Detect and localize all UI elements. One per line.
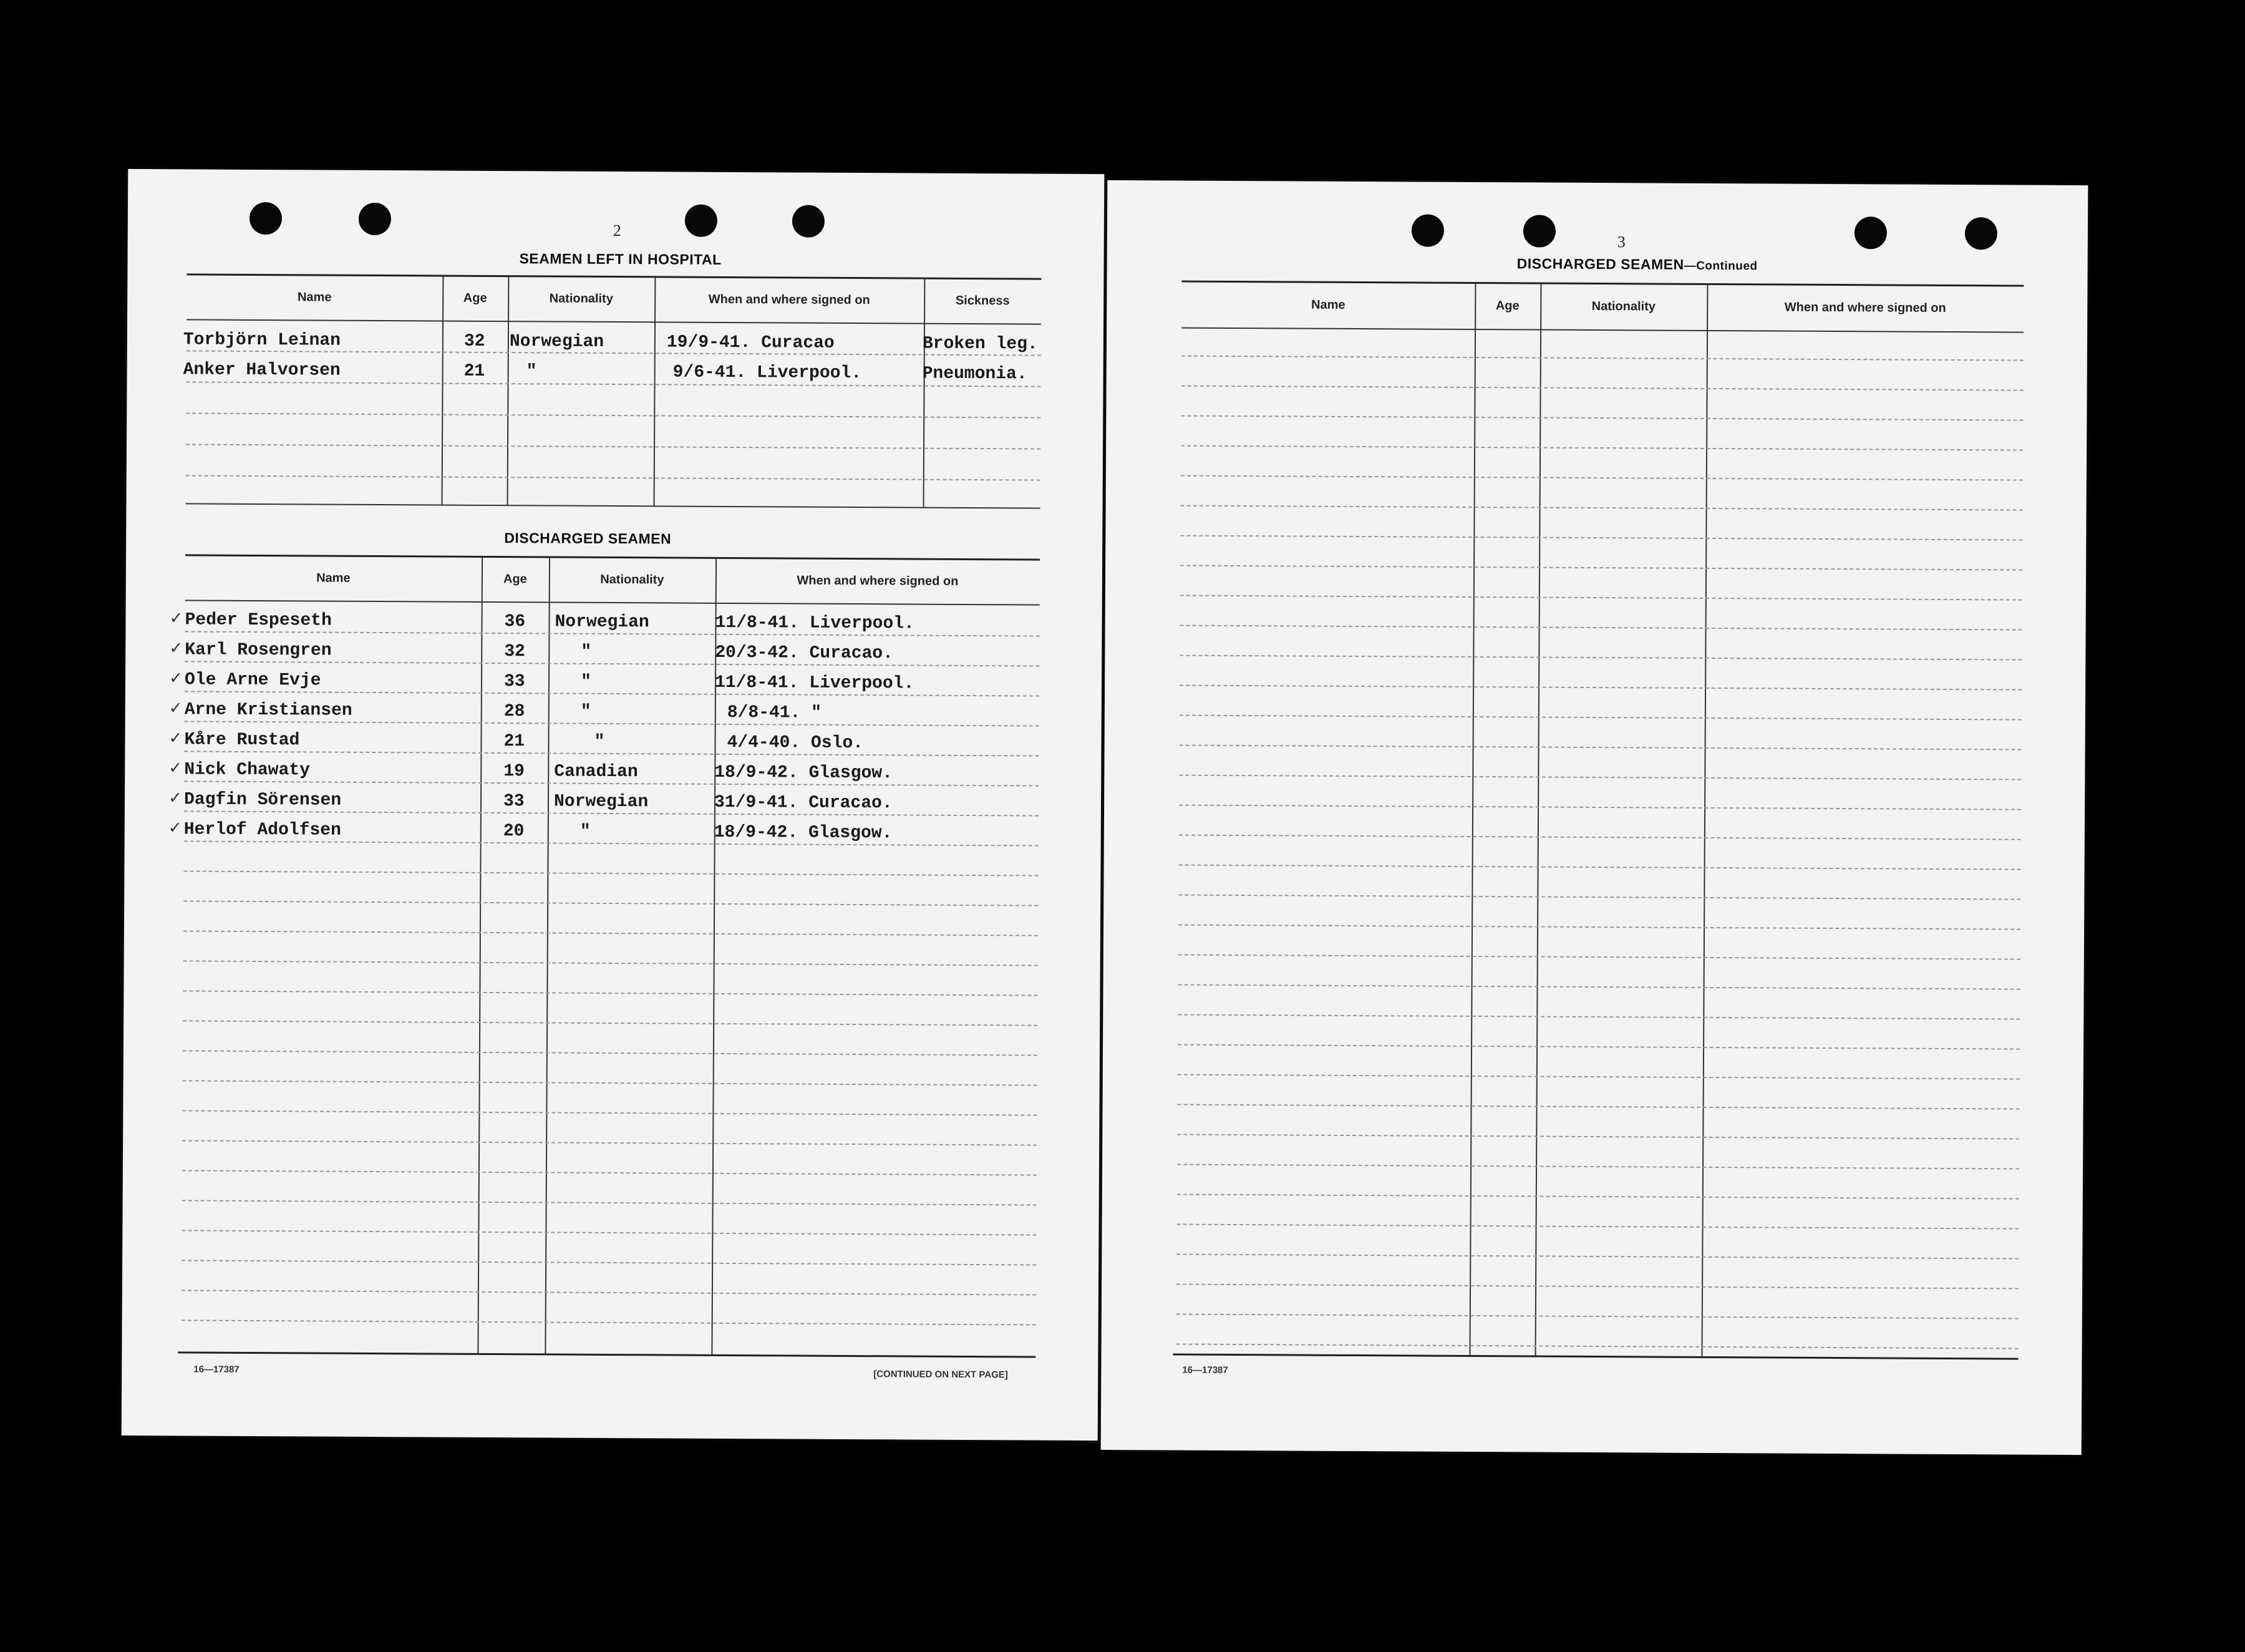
row-line [1178, 895, 2020, 900]
row-line [183, 900, 1038, 906]
row-line [1179, 865, 2021, 870]
row-line [185, 661, 1039, 666]
row-line [184, 751, 1039, 756]
seaman-nationality: Norwegian [553, 792, 649, 812]
column-header-sickness: Sickness [955, 293, 1010, 308]
row-line [183, 930, 1038, 936]
punch-hole [1523, 215, 1556, 247]
column-header-signed-on: When and where signed on [1784, 300, 1946, 315]
page-title-main: DISCHARGED SEAMEN [1516, 255, 1684, 273]
table-rule [1173, 1353, 2018, 1359]
seaman-name: Ole Arne Evje [184, 670, 321, 691]
column-header-nationality: Nationality [600, 572, 664, 587]
column-header-nationality: Nationality [549, 291, 613, 306]
check-mark-icon: ✓ [168, 819, 182, 838]
seaman-name: Dagfin Sörensen [183, 790, 342, 810]
row-line [186, 475, 1040, 480]
row-line [1180, 565, 2022, 571]
seaman-signed-on: 19/9-41. Curacao [666, 333, 835, 353]
check-mark-icon: ✓ [168, 759, 183, 778]
seaman-name: Arne Kristiansen [184, 700, 352, 721]
punch-hole [1855, 216, 1887, 249]
check-mark-icon: ✓ [169, 609, 183, 628]
seaman-age: 32 [504, 642, 525, 662]
punch-hole [1965, 217, 1997, 250]
column-divider [654, 278, 656, 505]
seaman-name: Peder Espeseth [185, 610, 332, 631]
row-line [185, 721, 1039, 726]
seaman-signed-on: 18/9-42. Glasgow. [714, 822, 893, 843]
seaman-age: 33 [503, 792, 525, 812]
check-mark-icon: ✓ [168, 669, 183, 688]
seaman-nationality: " [594, 732, 605, 752]
row-line [1180, 685, 2022, 691]
check-mark-icon: ✓ [169, 639, 183, 658]
punch-hole [792, 205, 825, 237]
seaman-name: Kåre Rustad [184, 730, 300, 751]
row-line [187, 381, 1041, 387]
seaman-name: Nick Chawaty [184, 760, 311, 780]
row-line [1178, 1074, 2020, 1080]
row-line [1180, 595, 2022, 601]
punch-hole [250, 202, 282, 235]
row-line [182, 1230, 1036, 1235]
row-line [182, 1110, 1037, 1115]
seaman-sickness: Pneumonia. [922, 364, 1027, 384]
row-line [1181, 505, 2023, 511]
seaman-age: 21 [503, 732, 525, 752]
seaman-sickness: Broken leg. [922, 334, 1038, 354]
right-page [1101, 180, 2088, 1455]
row-line [1176, 1314, 2019, 1319]
seaman-age: 21 [463, 361, 485, 381]
row-line [186, 412, 1040, 418]
row-line [182, 1140, 1037, 1145]
row-line [186, 444, 1040, 449]
table-rule [186, 503, 1040, 508]
table-rule [1181, 281, 2024, 287]
column-header-age: Age [1495, 299, 1520, 313]
seaman-name: Torbjörn Leinan [183, 330, 341, 351]
seaman-name: Anker Halvorsen [183, 360, 341, 381]
seaman-age: 33 [503, 672, 525, 692]
row-line [1177, 1224, 2019, 1230]
seaman-signed-on: 11/8-41. Liverpool. [715, 613, 914, 634]
row-line [1180, 745, 2022, 751]
row-line [1179, 775, 2021, 780]
seaman-signed-on: 8/8-41. " [727, 702, 822, 723]
column-divider [545, 558, 550, 1353]
seaman-signed-on: 31/9-41. Curacao. [714, 792, 893, 814]
row-line [183, 1080, 1037, 1086]
column-divider [442, 277, 444, 505]
column-header-name: Name [316, 571, 351, 585]
row-line [182, 1290, 1036, 1295]
row-line [1178, 925, 2020, 930]
seaman-age: 28 [503, 702, 525, 722]
page-title [1475, 255, 1800, 274]
seaman-nationality: " [526, 362, 537, 382]
row-line [1179, 805, 2021, 810]
row-line [1178, 984, 2020, 990]
row-line [1181, 445, 2023, 451]
row-line [183, 990, 1037, 996]
row-line [1180, 715, 2022, 721]
row-line [1181, 356, 2024, 361]
check-mark-icon: ✓ [168, 789, 182, 808]
ruled-lines [128, 169, 1104, 174]
page-number: 2 [613, 221, 621, 240]
row-line [1177, 1194, 2019, 1200]
row-line [182, 1170, 1037, 1175]
table-rule [187, 319, 1041, 324]
hospital-section-title: SEAMEN LEFT IN HOSPITAL [519, 250, 722, 268]
row-line [184, 840, 1039, 846]
seaman-signed-on: 18/9-42. Glasgow. [714, 762, 893, 784]
punch-hole [685, 205, 717, 237]
column-header-signed-on: When and where signed on [797, 573, 959, 588]
seaman-name: Herlof Adolfsen [183, 820, 341, 840]
check-mark-icon: ✓ [168, 699, 183, 718]
row-line [183, 870, 1038, 876]
discharged-section-title: DISCHARGED SEAMEN [504, 530, 672, 547]
seaman-signed-on: 4/4-40. Oslo. [727, 732, 864, 754]
table-rule [185, 600, 1040, 605]
seaman-signed-on: 11/8-41. Liverpool. [714, 673, 914, 694]
column-header-signed-on: When and where signed on [708, 292, 870, 308]
ruled-lines [1107, 180, 2088, 185]
row-line [1177, 1134, 2019, 1140]
row-line [1178, 1044, 2020, 1050]
row-line [1177, 1164, 2019, 1170]
row-line [1178, 1104, 2020, 1110]
column-divider [477, 558, 483, 1353]
row-line [1180, 625, 2022, 631]
form-number: 16—17387 [1182, 1364, 1228, 1376]
seaman-signed-on: 9/6-41. Liverpool. [672, 362, 862, 384]
seaman-age: 36 [504, 612, 526, 632]
row-line [183, 1020, 1037, 1026]
row-line [1178, 955, 2020, 960]
row-line [1180, 655, 2022, 661]
seaman-age: 19 [503, 762, 525, 782]
seaman-signed-on: 20/3-42. Curacao. [715, 643, 894, 664]
row-line [1181, 415, 2023, 421]
column-header-age: Age [463, 291, 487, 305]
row-line [1178, 1014, 2020, 1020]
table-rule [178, 1351, 1035, 1358]
row-line [1176, 1344, 2019, 1349]
row-line [182, 1260, 1036, 1265]
column-header-nationality: Nationality [1591, 299, 1656, 314]
column-header-name: Name [297, 290, 332, 304]
column-divider [1701, 285, 1708, 1356]
seaman-nationality: Canadian [554, 762, 638, 782]
table-rule [187, 273, 1041, 279]
seaman-nationality: Norwegian [509, 332, 604, 352]
row-line [187, 350, 1041, 356]
continued-note: [CONTINUED ON NEXT PAGE] [873, 1369, 1008, 1381]
column-divider [923, 279, 926, 507]
column-header-age: Age [503, 572, 527, 586]
row-line [183, 960, 1038, 966]
page-number: 3 [1617, 233, 1626, 251]
seaman-nationality: " [580, 672, 591, 692]
row-line [182, 1319, 1036, 1325]
column-divider [507, 277, 510, 505]
row-line [1181, 386, 2024, 391]
punch-hole [1412, 214, 1444, 246]
row-line [183, 1050, 1037, 1056]
check-mark-icon: ✓ [168, 729, 183, 748]
punch-hole [359, 203, 391, 235]
seaman-nationality: Norwegian [555, 612, 649, 633]
column-header-name: Name [1311, 298, 1346, 312]
column-divider [1469, 284, 1476, 1355]
table-rule [185, 554, 1040, 560]
seaman-age: 32 [463, 331, 485, 351]
row-line [1176, 1284, 2019, 1290]
seaman-age: 20 [503, 822, 525, 842]
seaman-nationality: " [581, 642, 592, 662]
row-line [1176, 1254, 2019, 1260]
page-title-suffix: —Continued [1684, 259, 1758, 273]
seaman-nationality: " [579, 822, 591, 842]
seaman-nationality: " [580, 702, 591, 722]
left-page [122, 169, 1105, 1441]
column-divider [1535, 284, 1541, 1356]
form-number: 16—17387 [193, 1364, 240, 1375]
row-line [1180, 535, 2022, 541]
seaman-name: Karl Rosengren [185, 640, 332, 661]
row-line [1181, 475, 2023, 481]
table-rule [1181, 328, 2024, 333]
row-line [1179, 835, 2021, 840]
row-line [182, 1200, 1037, 1205]
